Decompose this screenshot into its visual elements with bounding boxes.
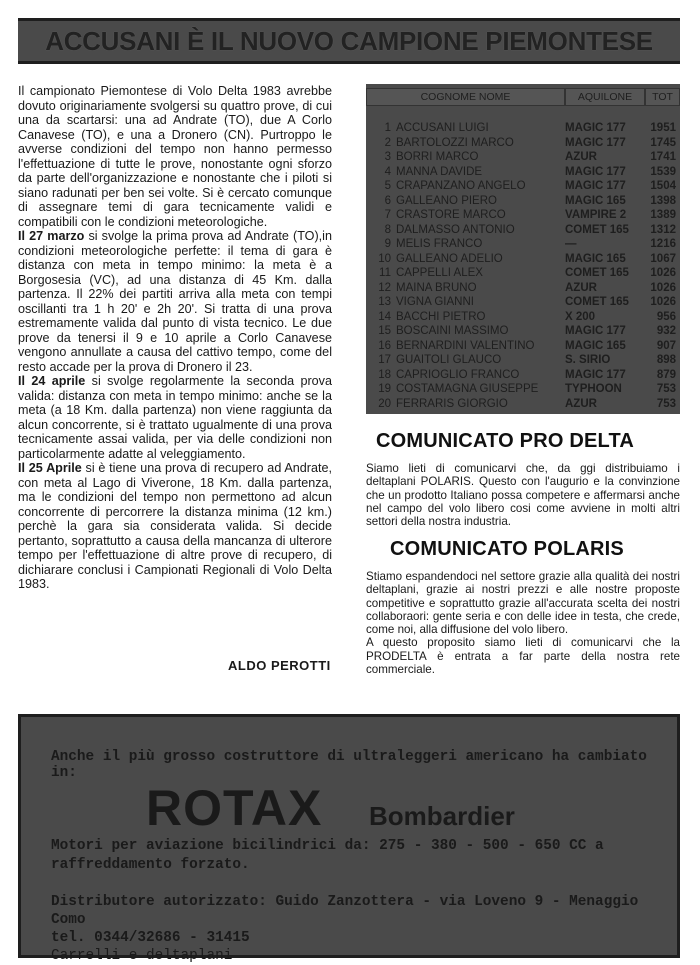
total-score: 879 <box>656 368 676 381</box>
glider-model: MAGIC 165 <box>565 194 626 207</box>
total-score: 898 <box>656 354 676 366</box>
table-row <box>366 354 680 369</box>
position: 3 <box>384 151 391 163</box>
position: 17 <box>378 354 391 366</box>
table-row <box>366 166 680 181</box>
position: 5 <box>384 180 391 192</box>
article-paragraph <box>18 374 332 461</box>
glider-model: AZUR <box>565 397 597 410</box>
pilot-name: MELIS FRANCO <box>396 238 483 250</box>
ad-contact <box>51 893 671 965</box>
table-row <box>366 398 680 413</box>
pilot-name: MAINA BRUNO <box>396 281 477 294</box>
ad-line: tel. 0344/32686 - 31415 <box>51 930 250 946</box>
article-paragraph <box>18 461 332 592</box>
position: 10 <box>378 252 391 265</box>
table-row <box>366 137 680 152</box>
pilot-name: GUAITOLI GLAUCO <box>396 354 502 366</box>
position: 7 <box>384 209 391 221</box>
ad-line: Carrelli e deltaplani <box>51 948 233 964</box>
table-row <box>366 180 680 195</box>
total-score: 1951 <box>650 122 676 134</box>
table-row <box>366 369 680 384</box>
table-row <box>366 122 680 137</box>
date-lead: Il 24 aprile <box>18 374 86 388</box>
header-name: COGNOME NOME <box>366 88 565 106</box>
table-row <box>366 325 680 340</box>
pilot-name: CAPRIOGLIO FRANCO <box>396 368 520 381</box>
total-score: 1312 <box>650 223 676 236</box>
article-paragraph <box>18 229 332 374</box>
position: 13 <box>378 296 391 308</box>
position: 18 <box>378 368 391 381</box>
standings-rows <box>366 122 680 412</box>
glider-model: MAGIC 177 <box>565 325 626 337</box>
date-lead: Il 27 marzo <box>18 229 85 243</box>
total-score: 1741 <box>650 151 676 163</box>
total-score: 1216 <box>650 238 676 250</box>
total-score: 1067 <box>650 252 676 265</box>
article-author: ALDO PEROTTI <box>228 658 331 673</box>
table-row <box>366 238 680 253</box>
position: 9 <box>384 238 391 250</box>
standings-header <box>366 88 680 106</box>
glider-model: COMET 165 <box>565 267 629 279</box>
pilot-name: GALLEANO ADELIO <box>396 252 503 265</box>
glider-model: COMET 165 <box>565 223 629 236</box>
table-row <box>366 253 680 268</box>
table-row <box>366 224 680 239</box>
rotax-advertisement <box>18 714 680 964</box>
position: 19 <box>378 383 391 395</box>
ad-brand-sub: Bombardier <box>369 801 515 831</box>
total-score: 932 <box>656 325 676 337</box>
table-row <box>366 195 680 210</box>
table-row <box>366 383 680 398</box>
header-wing: AQUILONE <box>565 88 645 106</box>
total-score: 753 <box>656 383 676 395</box>
pilot-name: COSTAMAGNA GIUSEPPE <box>396 383 539 395</box>
glider-model: MAGIC 177 <box>565 165 626 178</box>
table-row <box>366 340 680 355</box>
position: 4 <box>384 165 391 178</box>
glider-model: MAGIC 177 <box>565 122 626 134</box>
total-score: 1026 <box>650 296 676 308</box>
paragraph-text: si è tiene una prova di recupero ad Andrate, con meta al Lago di Viverone, 18 Km. dalla partenza, ma le condizioni del tempo non permettono ad alcun concorrente di percorrere la distanza minima (12 km.) perchè la gara sia considerata valida. Si decide pertanto, soprattutto a causa della mancanza di ulterore tempo per l'effettuazione di altre prove di recupero, di dichiarare conclusi i Campionati Regionali di Volo Delta 1983. <box>18 461 332 591</box>
pilot-name: ACCUSANI LUIGI <box>396 122 489 134</box>
position: 2 <box>384 136 391 149</box>
position: 20 <box>378 397 391 410</box>
glider-model: X 200 <box>565 310 596 323</box>
pilot-name: MANNA DAVIDE <box>396 165 483 178</box>
total-score: 907 <box>656 339 676 352</box>
position: 12 <box>378 281 391 294</box>
glider-model: TYPHOON <box>565 383 622 395</box>
table-row <box>366 282 680 297</box>
standings-table <box>366 84 680 414</box>
glider-model: S. SIRIO <box>565 354 611 366</box>
ad-line: Distributore autorizzato: Guido Zanzottera - via Loveno 9 - Menaggio Como <box>51 894 639 928</box>
total-score: 1389 <box>650 209 676 221</box>
date-lead: Il 25 Aprile <box>18 461 82 475</box>
pilot-name: CRAPANZANO ANGELO <box>396 180 526 192</box>
polaris-text <box>366 570 680 676</box>
position: 14 <box>378 310 391 323</box>
prodelta-title: COMUNICATO PRO DELTA <box>376 430 635 452</box>
pilot-name: BERNARDINI VALENTINO <box>396 339 535 352</box>
notice-paragraph: Stiamo espandendoci nel settore grazie alla qualità dei nostri deltaplani, grazie ai nostri prezzi e alle nostre proposte competitive e soprattutto grazie all'accurata scelta dei nostri collaboraori: gente seria e con delle idee in testa, che crede, come noi, alla diffusione del volo libero. <box>366 570 680 637</box>
glider-model: MAGIC 177 <box>565 136 626 149</box>
position: 11 <box>379 267 391 279</box>
ad-brand: ROTAX <box>146 780 323 836</box>
notice-paragraph: Siamo lieti di comunicarvi che, da ggi distribuiamo i deltaplani POLARIS. Questo con l'augurio e la convinzione che un prodotto Italiano possa competere e affermarsi anche nel campo del volo libero cosi come avviene in molti altri settori della nostra industria. <box>366 462 680 529</box>
total-score: 956 <box>656 310 676 323</box>
paragraph-text: si svolge la prima prova ad Andrate (TO),in condizioni meteorologiche perfette: il tema di gara è distanza con meta in tempo minimo: la meta è a Borgosesia (VC), ad una distanza di 45 Km. dalla partenza. Il 22% dei partiti arriva alla meta con tempi oscillanti tra 1 h 20' e 2h 20'. Si tratta di una prova estremamente valida dal punto di vista tecnico. Le due prove da tenersi il 9 e 10 aprile a Corlo Canavese vengono annullate a causa del cattivo tempo, come del resto accade per la prova di Dronero il 23. <box>18 229 332 374</box>
pilot-name: VIGNA GIANNI <box>396 296 474 308</box>
total-score: 1745 <box>650 136 676 149</box>
glider-model: MAGIC 177 <box>565 368 626 381</box>
pilot-name: DALMASSO ANTONIO <box>396 223 515 236</box>
glider-model: AZUR <box>565 281 597 294</box>
pilot-name: CAPPELLI ALEX <box>396 267 483 279</box>
position: 1 <box>384 122 391 134</box>
notice-paragraph: A questo proposito siamo lieti di comunicarvi che la PRODELTA è entrata a far parte della nostra rete commerciale. <box>366 636 680 677</box>
glider-model: AZUR <box>565 151 597 163</box>
position: 8 <box>384 223 391 236</box>
header-tot: TOT <box>645 88 680 106</box>
glider-model: MAGIC 177 <box>565 180 626 192</box>
table-row <box>366 267 680 282</box>
position: 16 <box>378 339 391 352</box>
ad-line: Anche il più grosso costruttore di ultraleggeri americano ha cambiato in: <box>51 749 647 781</box>
total-score: 1026 <box>650 281 676 294</box>
table-row <box>366 151 680 166</box>
article-body <box>18 84 332 592</box>
pilot-name: BOSCAINI MASSIMO <box>396 325 509 337</box>
glider-model: COMET 165 <box>565 296 629 308</box>
total-score: 1504 <box>650 180 676 192</box>
prodelta-text <box>366 462 680 528</box>
position: 6 <box>384 194 391 207</box>
glider-model: MAGIC 165 <box>565 339 626 352</box>
headline-banner <box>18 18 680 64</box>
article-paragraph: Il campionato Piemontese di Volo Delta 1983 avrebbe dovuto originariamente svolgersi su quattro prove, di cui una da scartarsi: una ad Andrate (TO), due A Corlo Canavese (TO), e una a Dronero (CN). Purtroppo le avverse condizioni del tempo non hanno permesso l'effettuazione di tutte le prove, nonostante ogni sforzo da parte dell'organizzazione e nonostante che i piloti si siano radunati per ben sei volte. Si è cercato comunque di assegnare temi di gara tecnicamente validi e compatibili con le condizioni meteorologiche. <box>18 84 332 229</box>
total-score: 753 <box>656 397 676 410</box>
pilot-name: FERRARIS GIORGIO <box>396 397 508 410</box>
pilot-name: CRASTORE MARCO <box>396 209 506 221</box>
ad-line: Motori per aviazione bicilindrici da: 275 - 380 - 500 - 650 CC a raffreddamento forzato. <box>51 838 604 873</box>
polaris-title: COMUNICATO POLARIS <box>390 538 624 560</box>
pilot-name: GALLEANO PIERO <box>396 194 497 207</box>
pilot-name: BORRI MARCO <box>396 151 479 163</box>
glider-model: MAGIC 165 <box>565 252 626 265</box>
table-row <box>366 296 680 311</box>
table-row <box>366 209 680 224</box>
total-score: 1026 <box>650 267 676 279</box>
position: 15 <box>378 325 391 337</box>
total-score: 1398 <box>650 194 676 207</box>
pilot-name: BARTOLOZZI MARCO <box>396 136 514 149</box>
headline-title: ACCUSANI È IL NUOVO CAMPIONE PIEMONTESE <box>45 25 653 56</box>
glider-model: — <box>565 238 577 250</box>
pilot-name: BACCHI PIETRO <box>396 310 486 323</box>
glider-model: VAMPIRE 2 <box>565 209 627 221</box>
paragraph-text: si svolge regolarmente la seconda prova valida: distanza con meta in tempo minimo: anche se la meta (a 18 Km. dalla partenza) non viene raggiunta da alcun concorrente, si è trattato ugualmente di una prova tecnicamente assai valida, per via delle condizioni non particolarmente adatte al veleggiamento. <box>18 374 332 461</box>
total-score: 1539 <box>650 165 676 178</box>
table-row <box>366 311 680 326</box>
